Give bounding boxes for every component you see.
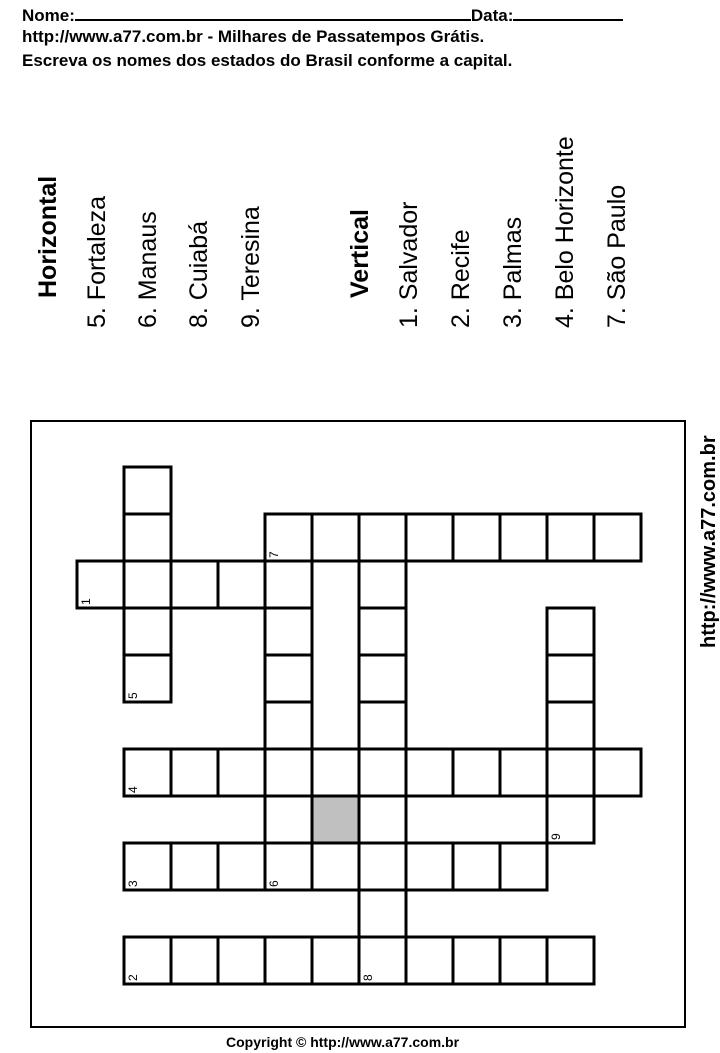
instruction-text: Escreva os nomes dos estados do Brasil conforme a capital. bbox=[22, 51, 513, 70]
grid-cell[interactable] bbox=[453, 937, 500, 984]
grid-cell[interactable] bbox=[594, 749, 641, 796]
grid-cell[interactable] bbox=[547, 655, 594, 702]
horizontal-title: Horizontal bbox=[34, 175, 62, 298]
clue-vertical-1: 1. Salvador bbox=[395, 201, 423, 328]
grid-cell[interactable] bbox=[218, 749, 265, 796]
grid-cell[interactable] bbox=[406, 843, 453, 890]
grid-cell[interactable] bbox=[124, 608, 171, 655]
grid-cell[interactable] bbox=[406, 749, 453, 796]
grid-cell[interactable] bbox=[265, 608, 312, 655]
grid-cell[interactable] bbox=[359, 561, 406, 608]
grid-cell[interactable] bbox=[265, 937, 312, 984]
grid-cell[interactable] bbox=[500, 843, 547, 890]
grid-cell[interactable] bbox=[265, 796, 312, 843]
grid-cell[interactable] bbox=[171, 749, 218, 796]
grid-cell[interactable] bbox=[359, 843, 406, 890]
grid-cell[interactable] bbox=[265, 749, 312, 796]
clue-number: 4 bbox=[126, 786, 140, 793]
grid-cell[interactable] bbox=[547, 937, 594, 984]
clue-number: 6 bbox=[267, 880, 281, 887]
grid-cell[interactable] bbox=[171, 561, 218, 608]
grid-cell[interactable] bbox=[359, 796, 406, 843]
blocked-cell bbox=[314, 798, 358, 842]
grid-cell[interactable] bbox=[453, 514, 500, 561]
clue-vertical-7: 7. São Paulo bbox=[603, 184, 631, 328]
grid-cell[interactable] bbox=[359, 608, 406, 655]
grid-cell[interactable] bbox=[265, 702, 312, 749]
grid-cell[interactable] bbox=[265, 561, 312, 608]
clue-number: 5 bbox=[126, 692, 140, 699]
clue-number: 1 bbox=[79, 598, 93, 605]
grid-cell[interactable] bbox=[500, 514, 547, 561]
date-label: Data: bbox=[470, 6, 514, 25]
grid-cell[interactable] bbox=[171, 937, 218, 984]
grid-cell[interactable] bbox=[312, 843, 359, 890]
grid-cell[interactable] bbox=[359, 514, 406, 561]
grid-cell[interactable] bbox=[453, 843, 500, 890]
grid-cell[interactable] bbox=[547, 514, 594, 561]
name-label: Nome: bbox=[22, 6, 75, 25]
grid-cell[interactable] bbox=[171, 843, 218, 890]
site-line: http://www.a77.com.br - Milhares de Passatempos Grátis. bbox=[22, 27, 485, 46]
clue-number: 7 bbox=[267, 551, 281, 558]
grid-cell[interactable] bbox=[218, 561, 265, 608]
clue-number: 9 bbox=[549, 833, 563, 840]
grid-cell[interactable] bbox=[594, 514, 641, 561]
clue-vertical-2: 2. Recife bbox=[447, 229, 475, 328]
grid-cell[interactable] bbox=[359, 749, 406, 796]
clue-number: 8 bbox=[361, 974, 375, 981]
footer-copyright: Copyright © http://www.a77.com.br bbox=[226, 1034, 460, 1050]
clue-horizontal-5: 5. Fortaleza bbox=[83, 195, 111, 328]
clue-vertical-3: 3. Palmas bbox=[499, 216, 527, 328]
grid-cell[interactable] bbox=[500, 749, 547, 796]
grid-cell[interactable] bbox=[265, 655, 312, 702]
grid-cell[interactable] bbox=[124, 467, 171, 514]
grid-cell[interactable] bbox=[218, 843, 265, 890]
grid-cell[interactable] bbox=[453, 749, 500, 796]
grid-cell[interactable] bbox=[359, 702, 406, 749]
clue-number: 2 bbox=[126, 974, 140, 981]
grid-cell[interactable] bbox=[500, 937, 547, 984]
side-url: http://www.a77.com.br bbox=[698, 435, 720, 648]
clue-horizontal-6: 6. Manaus bbox=[134, 211, 162, 328]
grid-cell[interactable] bbox=[218, 937, 265, 984]
grid-cell[interactable] bbox=[312, 937, 359, 984]
clue-horizontal-9: 9. Teresina bbox=[237, 206, 265, 328]
grid-cell[interactable] bbox=[124, 561, 171, 608]
grid-cell[interactable] bbox=[312, 514, 359, 561]
grid-cell[interactable] bbox=[406, 514, 453, 561]
grid-cell[interactable] bbox=[547, 749, 594, 796]
grid-cell[interactable] bbox=[124, 514, 171, 561]
clue-vertical-4: 4. Belo Horizonte bbox=[551, 136, 579, 328]
grid-cell[interactable] bbox=[547, 702, 594, 749]
clue-horizontal-8: 8. Cuiabá bbox=[185, 220, 213, 328]
grid-cell[interactable] bbox=[406, 937, 453, 984]
grid-cell[interactable] bbox=[547, 608, 594, 655]
grid-cell[interactable] bbox=[312, 749, 359, 796]
grid-cell[interactable] bbox=[359, 655, 406, 702]
grid-cell[interactable] bbox=[359, 890, 406, 937]
vertical-title: Vertical bbox=[346, 209, 374, 298]
clue-number: 3 bbox=[126, 880, 140, 887]
